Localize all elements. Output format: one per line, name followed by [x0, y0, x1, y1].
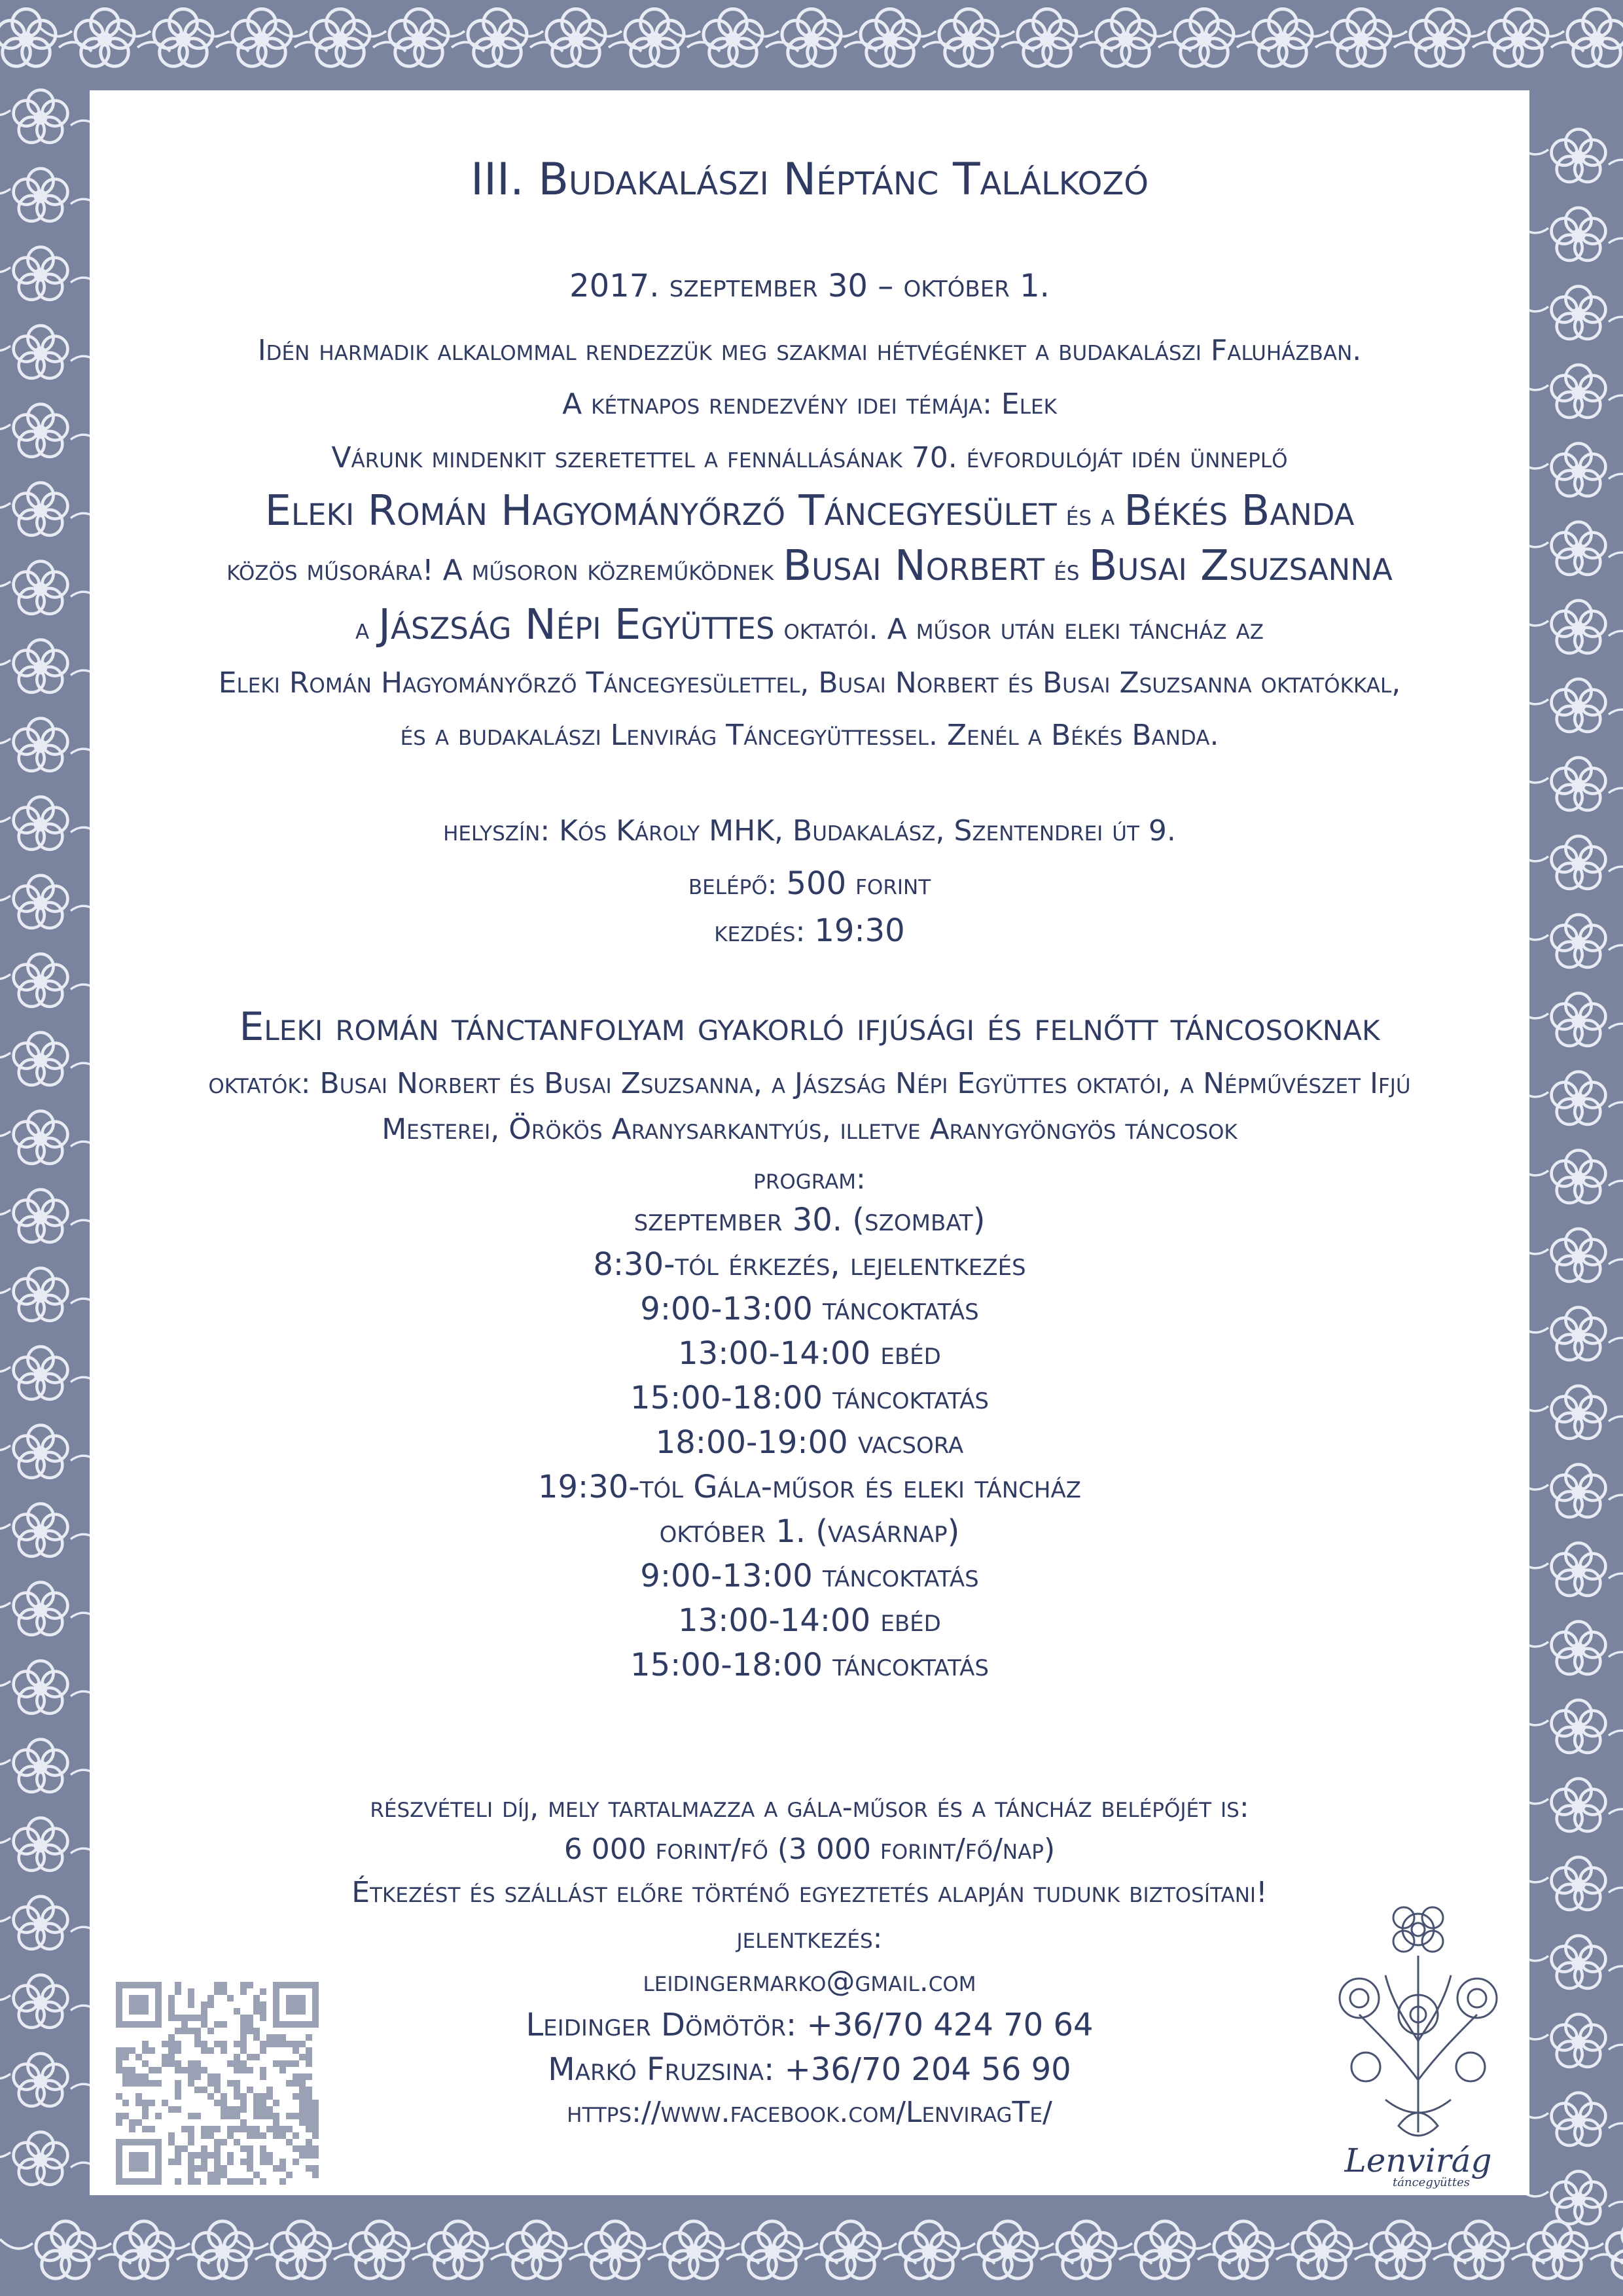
intro-text: a — [355, 613, 379, 646]
intro-line-1: Idén harmadik alkalommal rendezzük meg szakmai hétvégénket a budakalászi Faluházban. — [257, 334, 1362, 367]
flower-ornament-icon — [1518, 836, 1623, 889]
schedule-item: 13:00-14:00 ebéd — [678, 1602, 941, 1639]
flower-ornament-icon — [0, 404, 101, 457]
flower-ornament-icon — [510, 9, 641, 67]
flower-ornament-icon — [0, 1032, 101, 1085]
flower-ornament-icon — [1518, 207, 1623, 260]
venue-line: helyszín: Kós Károly MHK, Budakalász, Szentendrei út 9. — [443, 814, 1176, 848]
flower-ornament-icon — [0, 1975, 101, 2028]
intro-line-5 — [90, 543, 1529, 589]
flower-ornament-icon — [1296, 9, 1427, 67]
flower-ornament-icon — [1139, 9, 1270, 67]
flower-ornament-icon — [0, 1503, 101, 1556]
flower-ornament-icon — [1518, 1464, 1623, 1517]
start-time: 19:30 — [814, 912, 905, 949]
flower-ornament-icon — [0, 168, 101, 221]
schedule-item: 18:00-19:00 vacsora — [655, 1424, 964, 1461]
teachers-line-1: oktatók: Busai Norbert és Busai Zsuzsanna, a Jászság Népi Együttes oktatói, a Népművészet Ifjú — [208, 1067, 1411, 1100]
flower-ornament-icon — [707, 2221, 838, 2279]
flower-ornament-icon — [314, 2221, 445, 2279]
course-heading: Eleki román tánctanfolyam gyakorló ifjúsági és felnőtt táncosoknak — [239, 1004, 1380, 1050]
intro-line-7: Eleki Román Hagyományőrző Táncegyesülettel, Busai Norbert és Busai Zsuzsanna oktatókkal, — [218, 666, 1401, 700]
flower-ornament-icon — [0, 1896, 101, 1949]
flower-ornament-icon — [0, 247, 101, 300]
flower-ornament-icon — [0, 90, 101, 143]
contact-person-1: Leidinger Dömötör: +36/70 424 70 64 — [526, 2007, 1094, 2043]
program-label: program: — [753, 1162, 866, 1196]
start-label: kezdés: — [714, 915, 815, 948]
flower-ornament-icon — [353, 9, 484, 67]
connector-text: és a — [1056, 499, 1124, 532]
flower-ornament-icon — [1518, 1386, 1623, 1439]
flower-ornament-icon — [432, 9, 563, 67]
flower-ornament-icon — [236, 2221, 366, 2279]
flower-ornament-icon — [0, 1425, 101, 1478]
teachers-line-2: Mesterei, Örökös Aranysarkantyús, illetve Aranygyöngyös táncosok — [382, 1113, 1238, 1146]
intro-line-4 — [90, 488, 1529, 534]
intro-text: közös műsorára! A műsoron közreműködnek — [226, 554, 783, 587]
intro-line-8: és a budakalászi Lenvirág Táncegyüttessel. Zenél a Békés Banda. — [400, 719, 1219, 752]
flower-ornament-icon — [785, 2221, 916, 2279]
flower-ornament-icon — [0, 639, 101, 692]
flower-ornament-icon — [1518, 757, 1623, 810]
flower-ornament-icon — [1257, 2221, 1387, 2279]
qr-code-icon — [116, 1982, 319, 2185]
schedule-item: szeptember 30. (szombat) — [633, 1202, 986, 1238]
flower-ornament-icon — [1518, 1778, 1623, 1831]
entry-unit: forint — [846, 868, 931, 901]
flower-ornament-icon — [942, 2221, 1073, 2279]
ensemble-name: Eleki Román Hagyományőrző Táncegyesület — [264, 487, 1057, 535]
schedule-item: 13:00-14:00 ebéd — [678, 1335, 941, 1372]
flower-ornament-icon — [471, 2221, 602, 2279]
flower-ornament-icon — [275, 9, 406, 67]
flower-ornament-icon — [1099, 2221, 1230, 2279]
flower-ornament-icon — [589, 9, 720, 67]
flower-ornament-icon — [0, 1268, 101, 1321]
flower-ornament-icon — [1518, 1621, 1623, 1674]
flower-ornament-icon — [1518, 679, 1623, 732]
flower-logo-icon — [1327, 1884, 1510, 2191]
flower-ornament-icon — [550, 2221, 681, 2279]
flower-ornament-icon — [1518, 1857, 1623, 1910]
schedule-item: 8:30-tól érkezés, lejelentkezés — [593, 1246, 1026, 1283]
flower-ornament-icon — [1518, 522, 1623, 575]
flower-ornament-icon — [39, 9, 170, 67]
flower-ornament-icon — [0, 2221, 131, 2279]
flower-ornament-icon — [1518, 914, 1623, 967]
flower-ornament-icon — [1414, 2221, 1544, 2279]
fee-line-1: részvételi díj, mely tartalmazza a gála-műsor és a táncház belépőjét is: — [370, 1791, 1249, 1824]
event-date: 2017. szeptember 30 – október 1. — [569, 268, 1050, 304]
poster-sheet — [90, 90, 1529, 2195]
schedule-item: 15:00-18:00 táncoktatás — [630, 1380, 989, 1416]
flower-ornament-icon — [1518, 2014, 1623, 2067]
logo-name: Lenvirág — [1344, 2142, 1492, 2179]
flower-ornament-icon — [0, 325, 101, 378]
flower-ornament-icon — [0, 1660, 101, 1713]
flower-ornament-icon — [0, 2053, 101, 2106]
flower-ornament-icon — [1518, 2092, 1623, 2145]
flower-ornament-icon — [1217, 9, 1348, 67]
flower-ornament-icon — [118, 9, 249, 67]
contact-label: jelentkezés: — [736, 1922, 883, 1955]
flower-ornament-icon — [1518, 2171, 1623, 2224]
flower-ornament-icon — [1178, 2221, 1309, 2279]
flower-ornament-icon — [746, 9, 877, 67]
group-name: Jászság Népi Együttes — [378, 601, 775, 649]
flower-ornament-icon — [0, 1189, 101, 1242]
flower-ornament-icon — [1060, 9, 1191, 67]
contact-person-2: Markó Fruzsina: +36/70 204 56 90 — [548, 2051, 1071, 2088]
flower-ornament-icon — [0, 1582, 101, 1635]
performer-name: Busai Zsuzsanna — [1088, 542, 1393, 590]
connector-text: és — [1044, 554, 1089, 587]
page-title: III. Budakalászi Néptánc Találkozó — [470, 154, 1149, 206]
schedule-item: 9:00-13:00 táncoktatás — [640, 1558, 979, 1594]
flower-ornament-icon — [1518, 1229, 1623, 1282]
flower-ornament-icon — [1453, 9, 1584, 67]
band-name: Békés Banda — [1124, 487, 1355, 535]
schedule-item: 15:00-18:00 táncoktatás — [630, 1647, 989, 1683]
intro-text: oktatói. A műsor után eleki táncház az — [774, 613, 1264, 646]
flower-ornament-icon — [1518, 286, 1623, 339]
flower-ornament-icon — [0, 1111, 101, 1164]
entry-line — [90, 867, 1529, 901]
flower-ornament-icon — [1518, 600, 1623, 653]
entry-price: 500 — [786, 865, 847, 902]
flower-ornament-icon — [0, 875, 101, 928]
flower-ornament-icon — [393, 2221, 524, 2279]
flower-ornament-icon — [0, 2132, 101, 2185]
performer-name: Busai Norbert — [783, 542, 1045, 590]
flower-ornament-icon — [196, 9, 327, 67]
flower-ornament-icon — [668, 9, 798, 67]
schedule-item: 19:30-tól Gála-műsor és eleki táncház — [537, 1469, 1082, 1505]
contact-email[interactable]: leidingermarko@gmail.com — [643, 1965, 976, 1998]
flower-ornament-icon — [1531, 9, 1623, 67]
flower-ornament-icon — [825, 9, 955, 67]
flower-ornament-icon — [1518, 1700, 1623, 1753]
intro-line-6 — [90, 602, 1529, 648]
facebook-link[interactable]: https://www.facebook.com/LenviragTe/ — [567, 2096, 1052, 2129]
intro-line-3: Várunk mindenkit szeretettel a fennállásának 70. évfordulóját idén ünneplő — [331, 441, 1288, 475]
flower-ornament-icon — [1518, 1307, 1623, 1360]
flower-ornament-icon — [0, 718, 101, 771]
flower-ornament-icon — [1021, 2221, 1152, 2279]
entry-label: belépő: — [688, 868, 787, 901]
flower-ornament-icon — [1518, 365, 1623, 418]
logo-subtitle: táncegyüttes — [1393, 2176, 1470, 2189]
flower-ornament-icon — [1518, 1935, 1623, 1988]
schedule-item: 9:00-13:00 táncoktatás — [640, 1291, 979, 1327]
flower-ornament-icon — [1492, 2221, 1623, 2279]
flower-ornament-icon — [1518, 443, 1623, 496]
flower-ornament-icon — [0, 1818, 101, 1871]
flower-ornament-icon — [1335, 2221, 1466, 2279]
intro-line-2: A kétnapos rendezvény idei témája: Elek — [562, 387, 1057, 421]
flower-ornament-icon — [0, 1346, 101, 1399]
schedule-item: október 1. (vasárnap) — [659, 1513, 960, 1550]
flower-ornament-icon — [1518, 1543, 1623, 1596]
flower-ornament-icon — [0, 797, 101, 850]
flower-ornament-icon — [79, 2221, 209, 2279]
flower-ornament-icon — [1518, 129, 1623, 182]
fee-line-2: 6 000 forint/fő (3 000 forint/fő/nap) — [563, 1833, 1056, 1866]
flower-ornament-icon — [982, 9, 1113, 67]
fee-line-3: Étkezést és szállást előre történő egyeztetés alapján tudunk biztosítani! — [351, 1876, 1268, 1909]
flower-ornament-icon — [903, 9, 1034, 67]
flower-ornament-icon — [157, 2221, 288, 2279]
flower-ornament-icon — [628, 2221, 759, 2279]
flower-ornament-icon — [864, 2221, 995, 2279]
start-line — [90, 914, 1529, 948]
flower-ornament-icon — [0, 482, 101, 535]
flower-ornament-icon — [1518, 993, 1623, 1046]
flower-ornament-icon — [1374, 9, 1505, 67]
flower-ornament-icon — [0, 954, 101, 1007]
flower-ornament-icon — [0, 561, 101, 614]
flower-ornament-icon — [0, 1739, 101, 1792]
flower-ornament-icon — [1518, 1071, 1623, 1124]
flower-ornament-icon — [0, 9, 92, 67]
flower-ornament-icon — [1518, 1150, 1623, 1203]
